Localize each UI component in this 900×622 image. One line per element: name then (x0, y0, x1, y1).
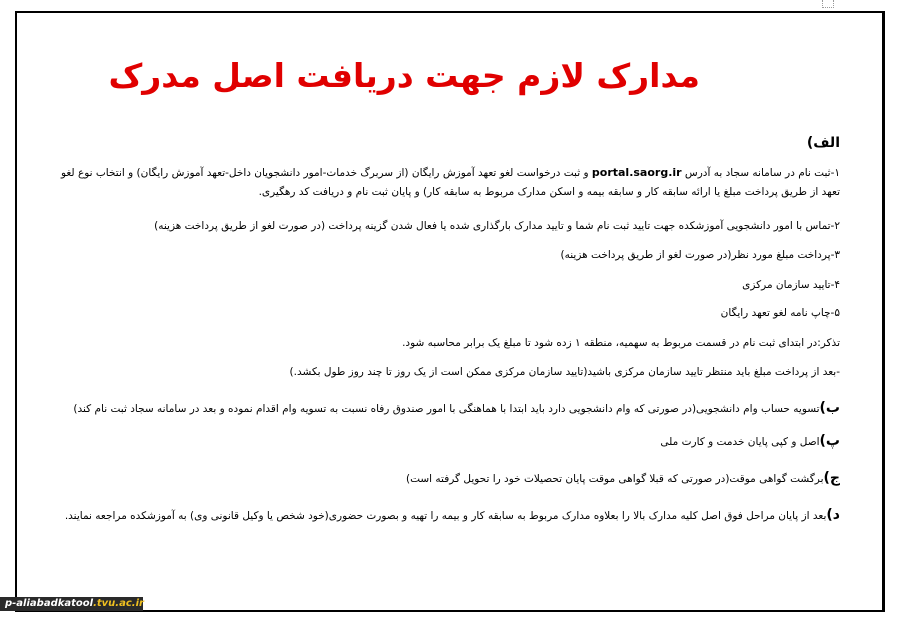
section-j (406, 471, 840, 486)
section-p (660, 434, 840, 449)
section-b-text: تسویه حساب وام دانشجویی(در صورتی که وام دانشجویی دارد باید ابتدا با هماهنگی با امور صندوق رفاه نسبت به تسویه وام اقدام نموده و بعد در سامانه سجاد ثبت نام کند) (73, 403, 820, 415)
note-2: -بعد از پرداخت مبلغ باید منتظر تایید سازمان مرکزی باشید(تایید سازمان مرکزی ممکن است از یک روز تا چند روز طول بکشد.) (289, 366, 840, 378)
section-b (73, 401, 840, 416)
page-title: مدارک لازم جهت دریافت اصل مدرک (108, 56, 700, 95)
section-d-text: بعد از پایان مراحل فوق اصل کلیه مدارک بالا را بعلاوه مدارک مربوط به سابقه کار و بیمه را تهیه و بصورت حضوری(خود شخص یا وکیل قانونی وی) به آموزشکده مراجعه نمایند. (64, 510, 827, 522)
item-2: ۲-تماس با امور دانشجویی آموزشکده جهت تایید ثبت نام شما و تایید مدارک بارگذاری شده یا فعال شدن گزینه پرداخت (در صورت لغو از طریق پرداخت هزینه) (154, 220, 840, 232)
watermark-domain: .tvu.ac.ir (93, 598, 144, 609)
item-1-line-1 (61, 166, 840, 180)
watermark-host: p-aliabadkatool (5, 598, 94, 609)
item-5: ۵-چاپ نامه لغو تعهد رایگان (720, 307, 840, 319)
section-alef-heading: الف) (806, 135, 840, 151)
section-d (65, 508, 840, 523)
portal-domain-link[interactable]: portal.saorg.ir (591, 166, 682, 179)
item-1-line-2: تعهد از طریق پرداخت مبلغ یا ارائه سابقه کار و سابقه بیمه و اسکن مدارک مربوط به سابقه کار) و پایان ثبت نام و دریافت کد رهگیری. (258, 186, 840, 198)
section-j-text: برگشت گواهی موقت(در صورتی که قبلا گواهی موقت پایان تحصیلات خود را تحویل گرفته است) (405, 473, 824, 485)
site-watermark (0, 597, 143, 611)
section-p-text: اصل و کپی پایان خدمت و کارت ملی (660, 436, 820, 448)
section-d-letter: د) (826, 507, 840, 523)
item-1-suffix: و ثبت درخواست لغو تعهد آموزش رایگان (از سربرگ خدمات-امور دانشجویان داخل-تعهد آموزش رایگان) و انتخاب نوع لغو (60, 167, 592, 179)
item-4: ۴-تایید سازمان مرکزی (742, 279, 840, 291)
section-p-letter: پ) (819, 433, 840, 449)
section-j-letter: ج) (823, 470, 840, 486)
note-1: تذکر:در ابتدای ثبت نام در قسمت مربوط به سهمیه، منطقه ۱ زده شود تا مبلغ یک برابر محاسبه شود. (402, 337, 840, 349)
section-b-letter: ب) (819, 400, 840, 416)
table-grid-icon (822, 0, 834, 8)
item-1-prefix: ۱-ثبت نام در سامانه سجاد به آدرس (681, 167, 840, 179)
item-3: ۳-پرداخت مبلغ مورد نظر(در صورت لغو از طریق پرداخت هزینه) (560, 249, 840, 261)
